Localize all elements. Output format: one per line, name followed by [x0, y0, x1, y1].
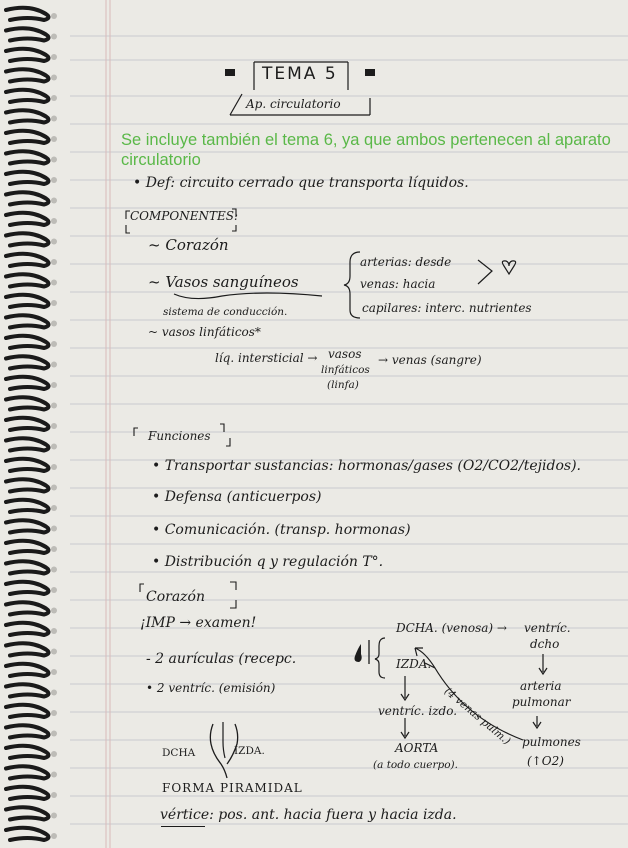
pulmonar-label: pulmonar	[512, 695, 571, 709]
spiral-ring	[6, 418, 49, 430]
spiral-ring	[6, 705, 49, 717]
funcion-distribucion: • Distribución q y regulación T°.	[152, 554, 384, 570]
spiral-ring	[6, 828, 49, 840]
spiral-ring	[6, 28, 49, 40]
spiral-hole	[51, 403, 57, 409]
liquido-intersticial: líq. intersticial →	[215, 351, 318, 365]
spiral-hole	[51, 690, 57, 696]
spiral-ring	[6, 561, 49, 573]
spiral-hole	[51, 280, 57, 286]
corazon-brackets	[136, 578, 246, 612]
funcion-defensa: • Defensa (anticuerpos)	[152, 489, 322, 505]
spiral-hole	[51, 198, 57, 204]
circulation-arrows	[395, 628, 595, 748]
capilares-text: capilares: interc. nutrientes	[362, 301, 532, 315]
spiral-hole	[51, 710, 57, 716]
spiral-ring	[6, 397, 49, 409]
aorta-label: AORTA	[395, 741, 439, 755]
spiral-ring	[6, 520, 49, 532]
spiral-ring	[6, 233, 49, 245]
page-title: TEMA 5	[262, 64, 338, 84]
spiral-ring	[6, 643, 49, 655]
oxigeno-label: (↑O2)	[527, 754, 564, 768]
dcha-heart-label: DCHA	[162, 747, 196, 759]
spiral-hole	[51, 423, 57, 429]
spiral-ring	[6, 623, 49, 635]
funcion-transportar: • Transportar sustancias: hormonas/gases (O2/CO2/tejidos).	[152, 458, 581, 474]
spiral-hole	[51, 341, 57, 347]
spiral-ring	[6, 315, 49, 327]
spiral-ring	[6, 684, 49, 696]
spiral-hole	[51, 75, 57, 81]
spiral-hole	[51, 239, 57, 245]
spiral-ring	[6, 151, 49, 163]
spiral-hole	[51, 505, 57, 511]
spiral-ring	[6, 69, 49, 81]
spiral-hole	[51, 833, 57, 839]
aorta-sub: (a todo cuerpo).	[373, 759, 458, 771]
spiral-ring	[6, 438, 49, 450]
funcion-comunicacion: • Comunicación. (transp. hormonas)	[152, 522, 411, 538]
linfa-label: (linfa)	[327, 379, 359, 391]
spiral-hole	[51, 751, 57, 757]
spiral-hole	[51, 382, 57, 388]
spiral-hole	[51, 669, 57, 675]
spiral-ring	[6, 336, 49, 348]
importante-examen: ¡IMP → examen!	[140, 615, 257, 631]
venas-sangre: → venas (sangre)	[378, 353, 482, 367]
spiral-hole	[51, 792, 57, 798]
spiral-hole	[51, 567, 57, 573]
auricula-brace	[345, 634, 395, 684]
spiral-hole	[51, 587, 57, 593]
spiral-ring	[6, 274, 49, 286]
spiral-hole	[51, 485, 57, 491]
spiral-ring	[6, 602, 49, 614]
page-subtitle: Ap. circulatorio	[246, 97, 341, 111]
spiral-ring	[6, 582, 49, 594]
componentes-heading: COMPONENTES:	[130, 209, 239, 223]
funciones-brackets	[130, 420, 240, 450]
spiral-hole	[51, 321, 57, 327]
corazon-heading: Corazón	[146, 589, 206, 605]
heart-arrow	[476, 256, 526, 290]
spiral-ring	[6, 90, 49, 102]
spiral-hole	[51, 300, 57, 306]
spiral-hole	[51, 608, 57, 614]
ventric-dcho: ventríc.	[524, 621, 571, 635]
spiral-ring	[6, 479, 49, 491]
spiral-hole	[51, 34, 57, 40]
spiral-hole	[51, 813, 57, 819]
spiral-ring	[6, 746, 49, 758]
funciones-heading: Funciones	[148, 429, 211, 443]
spiral-hole	[51, 218, 57, 224]
spiral-ring	[6, 725, 49, 737]
spiral-hole	[51, 772, 57, 778]
spiral-ring	[6, 787, 49, 799]
spiral-ring	[6, 172, 49, 184]
vertice-underline	[161, 826, 205, 827]
pulmones-label: pulmones	[522, 735, 581, 749]
spiral-hole	[51, 444, 57, 450]
spiral-hole	[51, 95, 57, 101]
spiral-ring	[6, 8, 49, 20]
spiral-ring	[6, 356, 49, 368]
sistema-conduccion: sistema de conducción.	[163, 306, 288, 318]
dcha-venosa: DCHA. (venosa) →	[396, 621, 507, 635]
ventric-izdo: ventríc. izdo.	[378, 704, 458, 718]
dcho-label: dcho	[530, 637, 560, 651]
componentes-vasos-sanguineos: ~ Vasos sanguíneos	[148, 273, 299, 291]
venas-pulmonares-label: (4 venas pulm.)	[441, 685, 513, 748]
vasos-linfaticos-label: vasos	[328, 347, 362, 361]
componentes-corazon: ~ Corazón	[148, 236, 229, 254]
spiral-ring	[6, 807, 49, 819]
vasos-underline	[172, 290, 332, 304]
arteria-label: arteria	[520, 679, 562, 693]
spiral-hole	[51, 464, 57, 470]
spiral-hole	[51, 13, 57, 19]
forma-piramidal: FORMA PIRAMIDAL	[162, 781, 303, 795]
spiral-ring	[6, 500, 49, 512]
spiral-ring	[6, 254, 49, 266]
spiral-ring	[6, 459, 49, 471]
ventriculos-text: • 2 ventríc. (emisión)	[146, 681, 276, 695]
spiral-ring	[6, 192, 49, 204]
spiral-hole	[51, 649, 57, 655]
spiral-ring	[6, 110, 49, 122]
spiral-ring	[6, 377, 49, 389]
spiral-binding	[0, 0, 70, 848]
spiral-hole	[51, 259, 57, 265]
typed-note: Se incluye también el tema 6, ya que ambos pertenecen al aparato circulatorio	[121, 131, 611, 169]
spiral-hole	[51, 628, 57, 634]
definition: • Def: circuito cerrado que transporta líquidos.	[133, 175, 469, 191]
auriculas-text: - 2 aurículas (recepc.	[146, 651, 297, 667]
componentes-vasos-linfaticos: ~ vasos linfáticos*	[148, 325, 261, 339]
componentes-brackets	[124, 205, 244, 235]
spiral-ring	[6, 541, 49, 553]
arterias-text: arterias: desde	[360, 255, 452, 269]
izda-heart-label: IZDA.	[234, 745, 265, 757]
spiral-hole	[51, 362, 57, 368]
spiral-hole	[51, 136, 57, 142]
spiral-hole	[51, 731, 57, 737]
spiral-hole	[51, 54, 57, 60]
spiral-hole	[51, 157, 57, 163]
spiral-ring	[6, 664, 49, 676]
venas-text: venas: hacia	[360, 277, 436, 291]
linfaticos-label: linfáticos	[321, 364, 370, 376]
spiral-hole	[51, 526, 57, 532]
spiral-ring	[6, 213, 49, 225]
izda-label: IZDA.	[396, 657, 432, 671]
spiral-ring	[6, 131, 49, 143]
spiral-hole	[51, 177, 57, 183]
vertice-text: vértice: pos. ant. hacia fuera y hacia izda.	[160, 807, 457, 823]
spiral-ring	[6, 295, 49, 307]
spiral-hole	[51, 546, 57, 552]
spiral-ring	[6, 766, 49, 778]
spiral-hole	[51, 116, 57, 122]
spiral-ring	[6, 49, 49, 61]
